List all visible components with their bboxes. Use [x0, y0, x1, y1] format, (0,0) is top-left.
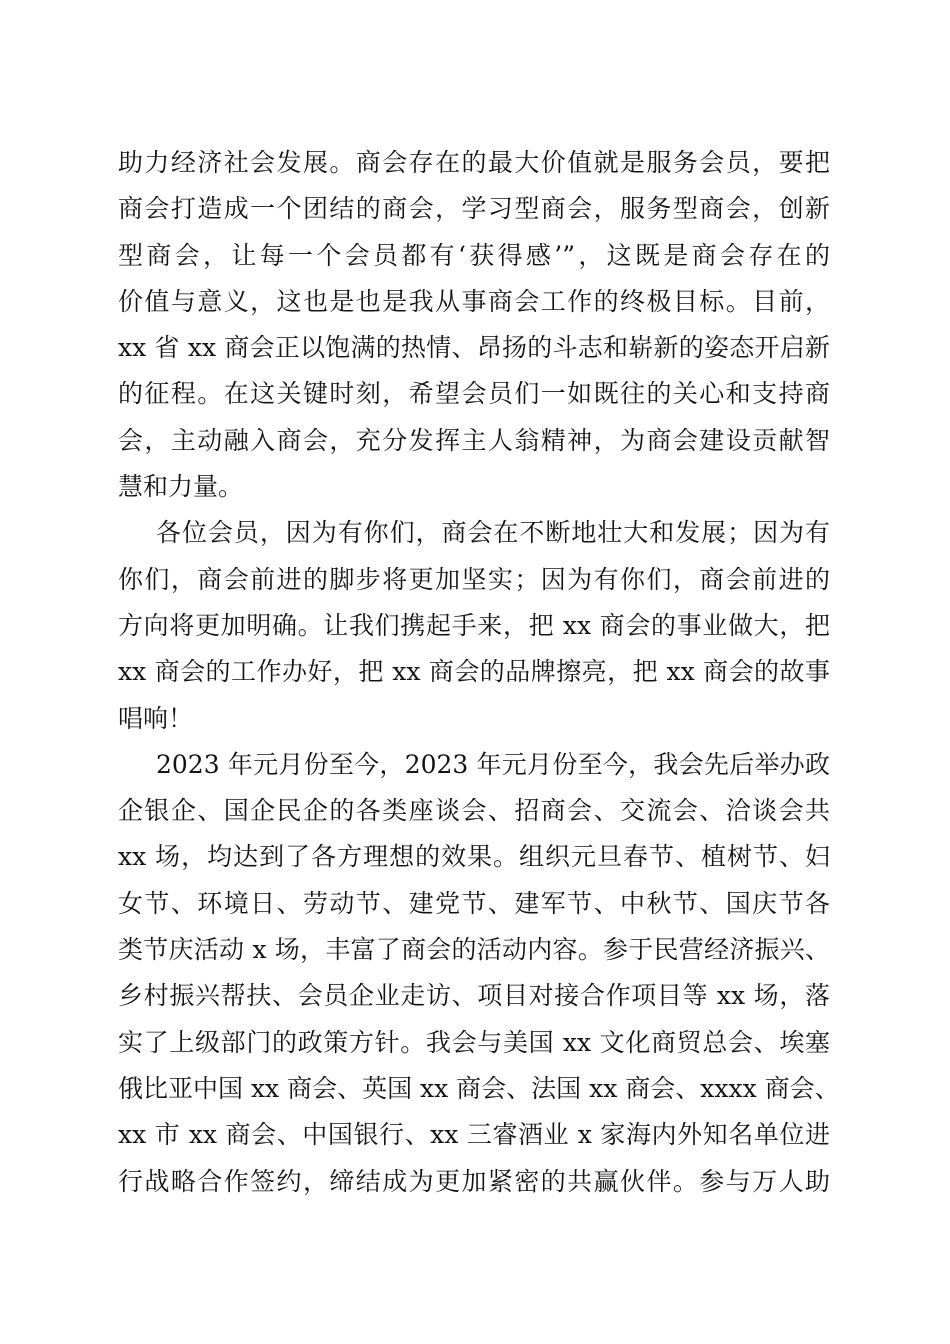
- text-line: 价值与意义，这也是也是我从事商会工作的终极目标。目前，: [118, 286, 830, 316]
- text-line: xx 省 xx 商会正以饱满的热情、昂扬的斗志和崭新的姿态开启新: [118, 333, 830, 363]
- text-line: 企银企、国企民企的各类座谈会、招商会、交流会、洽谈会共: [118, 796, 830, 826]
- text-line: 俄比亚中国 xx 商会、英国 xx 商会、法国 xx 商会、xxxx 商会、: [118, 1073, 840, 1103]
- paragraph-start-line: 2023 年元月份至今，2023 年元月份至今，我会先后举办政: [156, 749, 830, 779]
- text-line: xx 市 xx 商会、中国银行、xx 三睿酒业 x 家海内外知名单位进: [118, 1120, 830, 1150]
- text-line: 的征程。在这关键时刻，希望会员们一如既往的关心和支持商: [118, 379, 830, 409]
- text-line: 方向将更加明确。让我们携起手来，把 xx 商会的事业做大，把: [118, 610, 830, 640]
- text-line: 行战略合作签约，缔结成为更加紧密的共赢伙伴。参与万人助: [118, 1166, 830, 1196]
- text-line: 唱响！: [118, 703, 194, 733]
- text-line: 商会打造成一个团结的商会，学习型商会，服务型商会，创新: [118, 194, 830, 224]
- text-line: 类节庆活动 x 场，丰富了商会的活动内容。参于民营经济振兴、: [118, 935, 830, 965]
- paragraph-start-line: 各位会员，因为有你们，商会在不断地壮大和发展；因为有: [156, 518, 830, 548]
- body-text: [118, 140, 840, 1205]
- text-line: 乡村振兴帮扶、会员企业走访、项目对接合作项目等 xx 场，落: [118, 981, 830, 1011]
- text-line: 你们，商会前进的脚步将更加坚实；因为有你们，商会前进的: [118, 564, 830, 594]
- text-line: xx 商会的工作办好，把 xx 商会的品牌擦亮，把 xx 商会的故事: [118, 657, 830, 687]
- text-line: 实了上级部门的政策方针。我会与美国 xx 文化商贸总会、埃塞: [118, 1027, 830, 1057]
- text-line: 型商会，让每一个会员都有‘获得感’”，这既是商会存在的: [118, 240, 830, 270]
- text-line: 会，主动融入商会，充分发挥主人翁精神，为商会建设贡献智: [118, 425, 830, 455]
- text-line: 助力经济社会发展。商会存在的最大价值就是服务会员，要把: [118, 148, 830, 177]
- text-line: xx 场，均达到了各方理想的效果。组织元旦春节、植树节、妇: [118, 842, 830, 872]
- text-line: 慧和力量。: [118, 472, 244, 502]
- text-line: 女节、环境日、劳动节、建党节、建军节、中秋节、国庆节各: [118, 888, 830, 918]
